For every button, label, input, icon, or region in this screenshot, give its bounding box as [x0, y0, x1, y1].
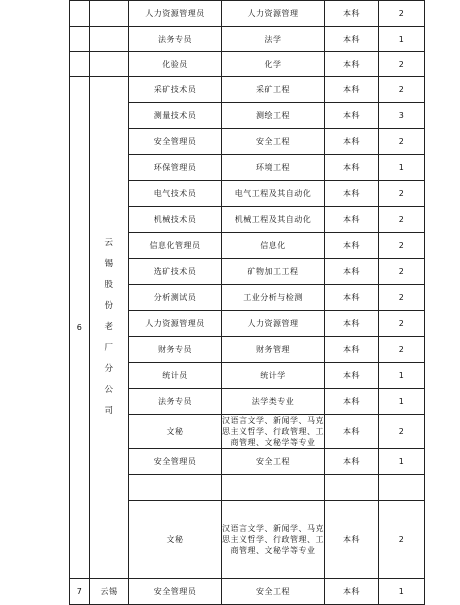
count-cell: 2: [379, 52, 425, 77]
major-cell: 汉语言文学、新闻学、马克思主义哲学、行政管理、工商管理、文秘学等专业: [222, 501, 325, 579]
count-cell: 2: [379, 129, 425, 155]
recruitment-table: [69, 0, 425, 605]
count-cell: 2: [379, 311, 425, 337]
position-cell: 法务专员: [129, 27, 222, 52]
position-cell: 统计员: [129, 363, 222, 389]
major-cell: 法学类专业: [222, 389, 325, 415]
position-cell: 选矿技术员: [129, 259, 222, 285]
company-name: 云 锡 股 份 老 厂 分 公 司: [104, 238, 114, 416]
position-cell: 法务专员: [129, 389, 222, 415]
position-cell: 分析测试员: [129, 285, 222, 311]
table-row: [70, 1, 425, 27]
education-cell: 本科: [325, 1, 379, 27]
count-cell: 2: [379, 285, 425, 311]
major-cell: 测绘工程: [222, 103, 325, 129]
education-cell: [325, 475, 379, 501]
table-row: [70, 52, 425, 77]
education-cell: 本科: [325, 181, 379, 207]
position-cell: 安全管理员: [129, 579, 222, 605]
company-cell: [90, 1, 129, 27]
company-cell: 云锡: [90, 579, 129, 605]
position-cell: 人力资源管理员: [129, 1, 222, 27]
group-number-cell: [70, 27, 90, 52]
major-cell: 工业分析与检测: [222, 285, 325, 311]
position-cell: 文秘: [129, 501, 222, 579]
position-cell: 采矿技术员: [129, 77, 222, 103]
position-cell: 环保管理员: [129, 155, 222, 181]
major-cell: 矿物加工工程: [222, 259, 325, 285]
education-cell: 本科: [325, 27, 379, 52]
count-cell: 1: [379, 155, 425, 181]
count-cell: 1: [379, 389, 425, 415]
company-cell: [90, 77, 129, 579]
education-cell: 本科: [325, 415, 379, 449]
position-cell: 测量技术员: [129, 103, 222, 129]
education-cell: 本科: [325, 233, 379, 259]
major-cell: 化学: [222, 52, 325, 77]
company-cell: [90, 27, 129, 52]
count-cell: 2: [379, 77, 425, 103]
education-cell: 本科: [325, 207, 379, 233]
position-cell: 电气技术员: [129, 181, 222, 207]
count-cell: 2: [379, 233, 425, 259]
education-cell: 本科: [325, 129, 379, 155]
education-cell: 本科: [325, 77, 379, 103]
major-cell: 人力资源管理: [222, 311, 325, 337]
group-number-cell: 6: [70, 77, 90, 579]
table-row: [70, 579, 425, 605]
education-cell: 本科: [325, 501, 379, 579]
education-cell: 本科: [325, 285, 379, 311]
major-cell: 法学: [222, 27, 325, 52]
major-cell: 统计学: [222, 363, 325, 389]
position-cell: 机械技术员: [129, 207, 222, 233]
count-cell: 2: [379, 1, 425, 27]
major-cell: 安全工程: [222, 449, 325, 475]
major-cell: 电气工程及其自动化: [222, 181, 325, 207]
major-cell: 环境工程: [222, 155, 325, 181]
position-cell: 安全管理员: [129, 449, 222, 475]
position-cell: 文秘: [129, 415, 222, 449]
position-cell: 财务专员: [129, 337, 222, 363]
count-cell: 1: [379, 27, 425, 52]
count-cell: 3: [379, 103, 425, 129]
education-cell: 本科: [325, 52, 379, 77]
count-cell: 2: [379, 501, 425, 579]
group-number-cell: [70, 1, 90, 27]
position-cell: 化验员: [129, 52, 222, 77]
count-cell: 1: [379, 363, 425, 389]
education-cell: 本科: [325, 337, 379, 363]
count-cell: 2: [379, 259, 425, 285]
position-cell: 人力资源管理员: [129, 311, 222, 337]
table-row: [70, 77, 425, 103]
table-row: [70, 27, 425, 52]
major-cell: 汉语言文学、新闻学、马克思主义哲学、行政管理、工商管理、文秘学等专业: [222, 416, 324, 447]
count-cell: 2: [379, 337, 425, 363]
position-cell: 信息化管理员: [129, 233, 222, 259]
major-cell: 信息化: [222, 233, 325, 259]
count-cell: 1: [379, 449, 425, 475]
major-cell: 安全工程: [222, 579, 325, 605]
education-cell: 本科: [325, 103, 379, 129]
count-cell: 2: [379, 181, 425, 207]
count-cell: 2: [379, 207, 425, 233]
position-cell: [129, 475, 222, 501]
major-cell: 人力资源管理: [222, 1, 325, 27]
group-number-cell: 7: [70, 579, 90, 605]
major-cell: 财务管理: [222, 337, 325, 363]
major-cell: 采矿工程: [222, 77, 325, 103]
position-cell: 安全管理员: [129, 129, 222, 155]
education-cell: 本科: [325, 363, 379, 389]
major-cell: 安全工程: [222, 129, 325, 155]
count-cell: 1: [379, 579, 425, 605]
major-cell: [222, 475, 325, 501]
education-cell: 本科: [325, 311, 379, 337]
count-cell: 2: [379, 415, 425, 449]
education-cell: 本科: [325, 155, 379, 181]
count-cell: [379, 475, 425, 501]
major-cell: 机械工程及其自动化: [222, 207, 325, 233]
education-cell: 本科: [325, 449, 379, 475]
education-cell: 本科: [325, 259, 379, 285]
company-cell: [90, 52, 129, 77]
group-number-cell: [70, 52, 90, 77]
education-cell: 本科: [325, 579, 379, 605]
education-cell: 本科: [325, 389, 379, 415]
